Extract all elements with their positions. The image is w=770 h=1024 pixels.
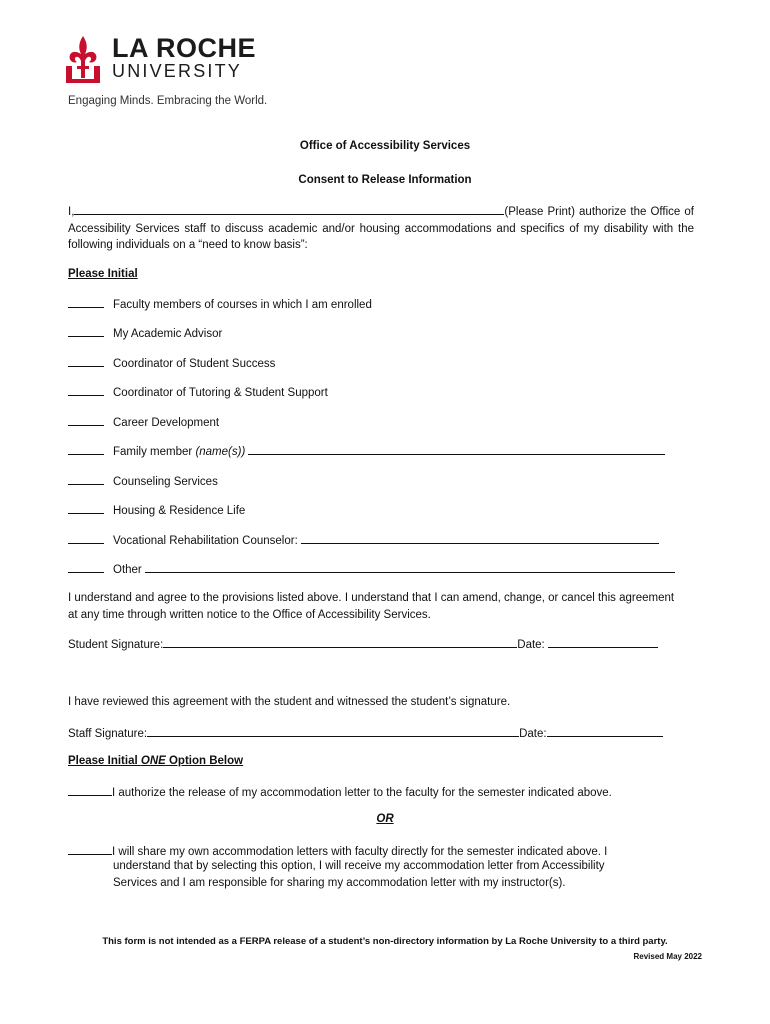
counselor-name-field[interactable] [301, 531, 659, 544]
intro-rest: of Accessibility Services staff to discuss academic and/or housing accommodations and specifics of my disability with the following individuals on a “need to know basis”: [68, 206, 694, 251]
option-2 [68, 842, 607, 858]
consent-item [68, 501, 245, 517]
item-label: Coordinator of Student Success [113, 358, 276, 370]
option-1 [68, 783, 612, 799]
initial-field[interactable] [68, 295, 104, 308]
consent-item [68, 354, 275, 370]
initial-field[interactable] [68, 383, 104, 396]
student-signature-row [68, 635, 658, 651]
consent-item [68, 560, 675, 576]
initial-field[interactable] [68, 531, 104, 544]
item-label: Counseling Services [113, 476, 218, 488]
date-label: Date: [517, 639, 545, 651]
brand-subname: UNIVERSITY [112, 61, 243, 81]
item-label: Career Development [113, 417, 220, 429]
item-label: Vocational Rehabilitation Counselor: [113, 535, 298, 547]
student-date-field[interactable] [548, 635, 658, 648]
student-signature-field[interactable] [163, 635, 517, 648]
item-note: (name(s)) [195, 446, 246, 458]
other-field[interactable] [145, 560, 675, 573]
intro-after-blank: (Please Print) authorize the Office [504, 206, 681, 218]
student-signature-label: Student Signature: [68, 639, 164, 651]
agreement-text: I understand and agree to the provisions listed above. I understand that I can amend, change, or cancel this agreement at any time through written notice to the Office of Accessibility Services. [68, 592, 675, 621]
brand-tagline: Engaging Minds. Embracing the World. [68, 95, 268, 107]
brand-name: LA ROCHE [112, 33, 256, 63]
consent-item [68, 472, 218, 488]
item-label: Other [113, 564, 142, 576]
intro-prefix: I, [68, 206, 75, 218]
initial-field[interactable] [68, 354, 104, 367]
staff-date-field[interactable] [547, 724, 663, 737]
option-2-text-line1: I will share my own accommodation letters with faculty directly for the semester indicated above. I [112, 846, 608, 858]
revised-date: Revised May 2022 [633, 952, 702, 961]
item-label: Housing & Residence Life [113, 505, 246, 517]
staff-signature-field[interactable] [147, 724, 519, 737]
ferpa-note: This form is not intended as a FERPA release of a student’s non-directory information by La Roche University to a third party. [102, 936, 668, 947]
consent-item [68, 413, 219, 429]
initial-field[interactable] [68, 501, 104, 514]
option-1-text: I authorize the release of my accommodation letter to the faculty for the semester indicated above. [112, 787, 612, 799]
item-label: My Academic Advisor [113, 328, 223, 340]
consent-item [68, 383, 328, 399]
form-title: Consent to Release Information [298, 174, 472, 186]
or-label: OR [376, 813, 394, 825]
option-heading: Please Initial ONE Option Below [68, 755, 244, 767]
intro-paragraph [68, 202, 694, 254]
print-name-field[interactable] [74, 202, 504, 215]
date-label: Date: [519, 728, 547, 740]
option-1-initial-field[interactable] [68, 783, 112, 796]
initial-field[interactable] [68, 472, 104, 485]
option-2-initial-field[interactable] [68, 842, 112, 855]
item-label: Family member [113, 446, 193, 458]
consent-item [68, 324, 222, 340]
initial-field[interactable] [68, 560, 104, 573]
family-names-field[interactable] [248, 442, 665, 455]
staff-signature-row [68, 724, 663, 740]
initial-field[interactable] [68, 413, 104, 426]
review-text: I have reviewed this agreement with the student and witnessed the student’s signature. [68, 696, 511, 708]
item-label: Coordinator of Tutoring & Student Support [113, 387, 328, 399]
consent-item [68, 442, 665, 458]
staff-signature-label: Staff Signature: [68, 728, 148, 740]
initial-heading: Please Initial [68, 268, 138, 280]
consent-item [68, 531, 659, 547]
item-label: Faculty members of courses in which I am enrolled [113, 299, 372, 311]
initial-heading-wrap [68, 266, 694, 283]
initial-field[interactable] [68, 442, 104, 455]
consent-item [68, 295, 372, 311]
option-2-line3: Services and I am responsible for sharing my accommodation letter with my instructor(s). [113, 877, 566, 889]
option-2-line2: understand that by selecting this option, I will receive my accommodation letter from Accessibility [113, 860, 605, 872]
initial-field[interactable] [68, 324, 104, 337]
office-title: Office of Accessibility Services [299, 140, 471, 152]
